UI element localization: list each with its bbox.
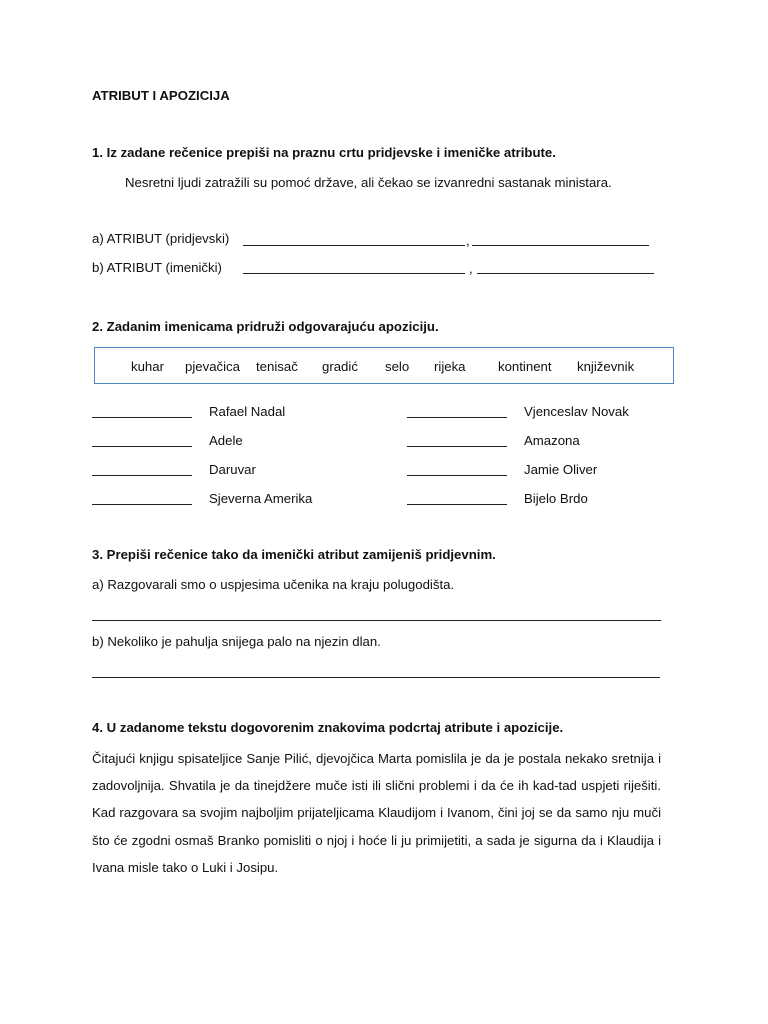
task-4-text-paragraph: Čitajući knjigu spisateljice Sanje Pilić, djevojčica Marta pomislila je da je postala nekako sretnija i zadovoljnija. Shvatila je da tinejdžere muče isti ili slični problemi i da će ih kad-tad uspjeti riješiti. Kad razgovara sa svojim najboljim prijateljicama Klaudijom i Ivanom, čini joj se da samo nju muči što će zgodni osmaš Branko pomisliti o njoj i hoće li ju primijetiti, a sada je sigurna da i Klaudija i Ivana misle tako o Luki i Josipu. bbox=[92, 751, 661, 875]
task-1-row-b-label: b) ATRIBUT (imenički) bbox=[92, 260, 222, 275]
apposition-blank[interactable] bbox=[92, 504, 192, 505]
noun-item: Bijelo Brdo bbox=[524, 491, 588, 506]
task-1-row-b-blank-1[interactable] bbox=[243, 273, 465, 274]
noun-item: Amazona bbox=[524, 433, 580, 448]
word-bank-item: kontinent bbox=[498, 359, 552, 374]
task-1-row-a-comma: , bbox=[466, 233, 470, 248]
task-1-row-a-label: a) ATRIBUT (pridjevski) bbox=[92, 231, 230, 246]
task-3-sentence-b: b) Nekoliko je pahulja snijega palo na njezin dlan. bbox=[92, 634, 381, 649]
word-bank-item: pjevačica bbox=[185, 359, 240, 374]
task-1-row-a-blank-2[interactable] bbox=[472, 245, 649, 246]
apposition-blank[interactable] bbox=[92, 446, 192, 447]
apposition-blank[interactable] bbox=[407, 446, 507, 447]
task-1-row-b-blank-2[interactable] bbox=[477, 273, 654, 274]
task-3-heading: 3. Prepiši rečenice tako da imenički atribut zamijeniš pridjevnim. bbox=[92, 547, 496, 562]
task-1-row-b-comma: , bbox=[469, 261, 473, 276]
noun-item: Daruvar bbox=[209, 462, 256, 477]
word-bank-item: tenisač bbox=[256, 359, 298, 374]
word-bank-item: književnik bbox=[577, 359, 635, 374]
noun-item: Sjeverna Amerika bbox=[209, 491, 313, 506]
noun-item: Jamie Oliver bbox=[524, 462, 598, 477]
word-bank-item: rijeka bbox=[434, 359, 466, 374]
word-bank-item: gradić bbox=[322, 359, 358, 374]
task-2-heading: 2. Zadanim imenicama pridruži odgovarajuću apoziciju. bbox=[92, 319, 439, 334]
task-3-answer-line-a[interactable] bbox=[92, 620, 661, 621]
task-1-row-a-blank-1[interactable] bbox=[243, 245, 465, 246]
apposition-blank[interactable] bbox=[407, 475, 507, 476]
apposition-blank[interactable] bbox=[92, 417, 192, 418]
apposition-blank[interactable] bbox=[407, 417, 507, 418]
noun-item: Rafael Nadal bbox=[209, 404, 286, 419]
word-bank-item: selo bbox=[385, 359, 410, 374]
task-4-heading: 4. U zadanome tekstu dogovorenim znakovima podcrtaj atribute i apozicije. bbox=[92, 720, 564, 735]
task-1-heading: 1. Iz zadane rečenice prepiši na praznu crtu pridjevske i imeničke atribute. bbox=[92, 145, 556, 160]
task-3-sentence-a: a) Razgovarali smo o uspjesima učenika na kraju polugodišta. bbox=[92, 577, 455, 592]
noun-item: Adele bbox=[209, 433, 243, 448]
word-bank-item: kuhar bbox=[131, 359, 164, 374]
apposition-blank[interactable] bbox=[407, 504, 507, 505]
noun-item: Vjenceslav Novak bbox=[524, 404, 629, 419]
task-1-sentence: Nesretni ljudi zatražili su pomoć države, ali čekao se izvanredni sastanak ministara. bbox=[125, 175, 612, 190]
task-3-answer-line-b[interactable] bbox=[92, 677, 660, 678]
apposition-blank[interactable] bbox=[92, 475, 192, 476]
worksheet-title: ATRIBUT I APOZICIJA bbox=[92, 88, 230, 103]
